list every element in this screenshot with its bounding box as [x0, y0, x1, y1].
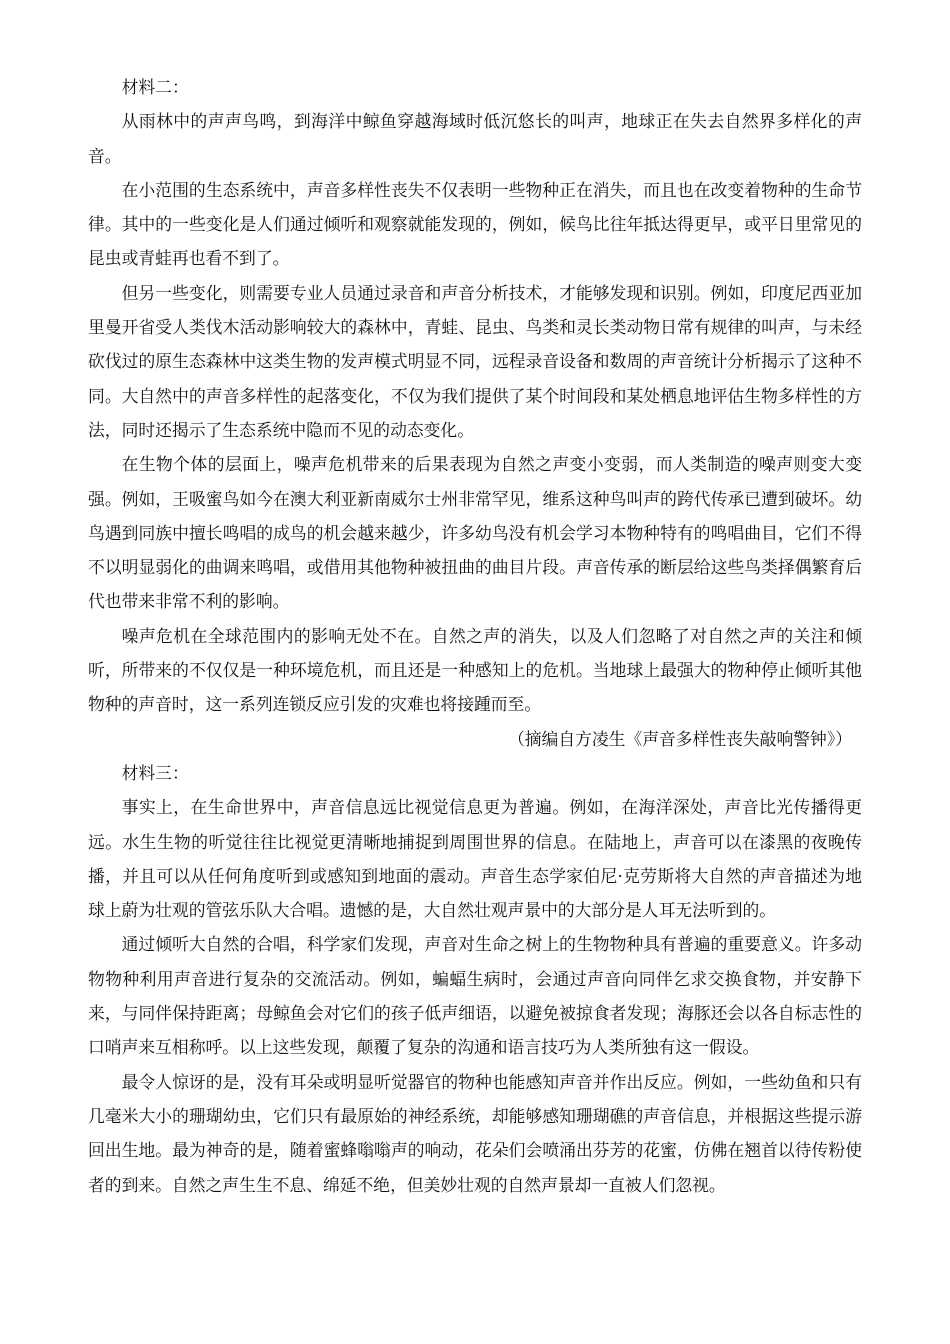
material-3-heading: 材料三： — [121, 762, 189, 783]
material-3-paragraph-2: 通过倾听大自然的合唱，科学家们发现，声音对生命之树上的生物物种具有普遍的重要意义。许多动物物种利用声音进行复杂的交流活动。例如，蝙蝠生病时，会通过声音向同伴乞求交换食物，并安静下来，与同伴保持距离；母鲸鱼会对它们的孩子低声细语，以避免被掠食者发现；海豚还会以各自标志性的口哨声来互相称呼。以上这些发现，颠覆了复杂的沟通和语言技巧为人类所独有这一假设。 — [88, 934, 862, 1058]
material-2-paragraph-5: 噪声危机在全球范围内的影响无处不在。自然之声的消失，以及人们忽略了对自然之声的关注和倾听，所带来的不仅仅是一种环境危机，而且还是一种感知上的危机。当地球上最强大的物种停止倾听其他物种的声音时，这一系列连锁反应引发的灾难也将接踵而至。 — [88, 625, 862, 715]
material-2-paragraph-2: 在小范围的生态系统中，声音多样性丧失不仅表明一些物种正在消失，而且也在改变着物种的生命节律。其中的一些变化是人们通过倾听和观察就能发现的，例如，候鸟比往年抵达得更早，或平日里常见的昆虫或青蛙再也看不到了。 — [88, 179, 862, 269]
material-2-paragraph-3: 但另一些变化，则需要专业人员通过录音和声音分析技术，才能够发现和识别。例如，印度尼西亚加里曼开省受人类伐木活动影响较大的森林中，青蛙、昆虫、鸟类和灵长类动物日常有规律的叫声，与未经砍伐过的原生态森林中这类生物的发声模式明显不同，远程录音设备和数周的声音统计分析揭示了这种不同。大自然中的声音多样性的起落变化，不仅为我们提供了某个时间段和某处栖息地评估生物多样性的方法，同时还揭示了生态系统中隐而不见的动态变化。 — [88, 282, 862, 440]
material-3-paragraph-1: 事实上，在生命世界中，声音信息远比视觉信息更为普遍。例如，在海洋深处，声音比光传播得更远。水生生物的听觉往往比视觉更清晰地捕捉到周围世界的信息。在陆地上，声音可以在漆黑的夜晚传播，并且可以从任何角度听到或感知到地面的震动。声音生态学家伯尼·克劳斯将大自然的声音描述为地球上蔚为壮观的管弦乐队大合唱。遗憾的是，大自然壮观声景中的大部分是人耳无法听到的。 — [88, 797, 862, 921]
material-2-paragraph-1: 从雨林中的声声鸟鸣，到海洋中鲸鱼穿越海域时低沉悠长的叫声，地球正在失去自然界多样化的声音。 — [88, 111, 862, 166]
material-2-source-citation: （摘编自方凌生《声音多样性丧失敲响警钟》） — [507, 728, 852, 749]
material-2-heading: 材料二： — [121, 77, 189, 97]
material-3-paragraph-3: 最令人惊讶的是，没有耳朵或明显听觉器官的物种也能感知声音并作出反应。例如，一些幼鱼和只有几毫米大小的珊瑚幼虫，它们只有最原始的神经系统，却能够感知珊瑚礁的声音信息，并根据这些提示游回出生地。最为神奇的是，随着蜜蜂嗡嗡声的响动，花朵们会喷涌出芬芳的花蜜，仿佛在翘首以待传粉使者的到来。自然之声生生不息、绵延不绝，但美妙壮观的自然声景却一直被人们忽视。 — [88, 1071, 862, 1195]
document-page — [88, 70, 862, 1202]
material-2-paragraph-4: 在生物个体的层面上，噪声危机带来的后果表现为自然之声变小变弱，而人类制造的噪声则变大变强。例如，王吸蜜鸟如今在澳大利亚新南威尔士州非常罕见，维系这种鸟叫声的跨代传承已遭到破坏。幼鸟遇到同族中擅长鸣唱的成鸟的机会越来越少，许多幼鸟没有机会学习本物种特有的鸣唱曲目，它们不得不以明显弱化的曲调来鸣唱，或借用其他物种被扭曲的曲目片段。声音传承的断层给这些鸟类择偶繁育后代也带来非常不利的影响。 — [88, 454, 862, 612]
